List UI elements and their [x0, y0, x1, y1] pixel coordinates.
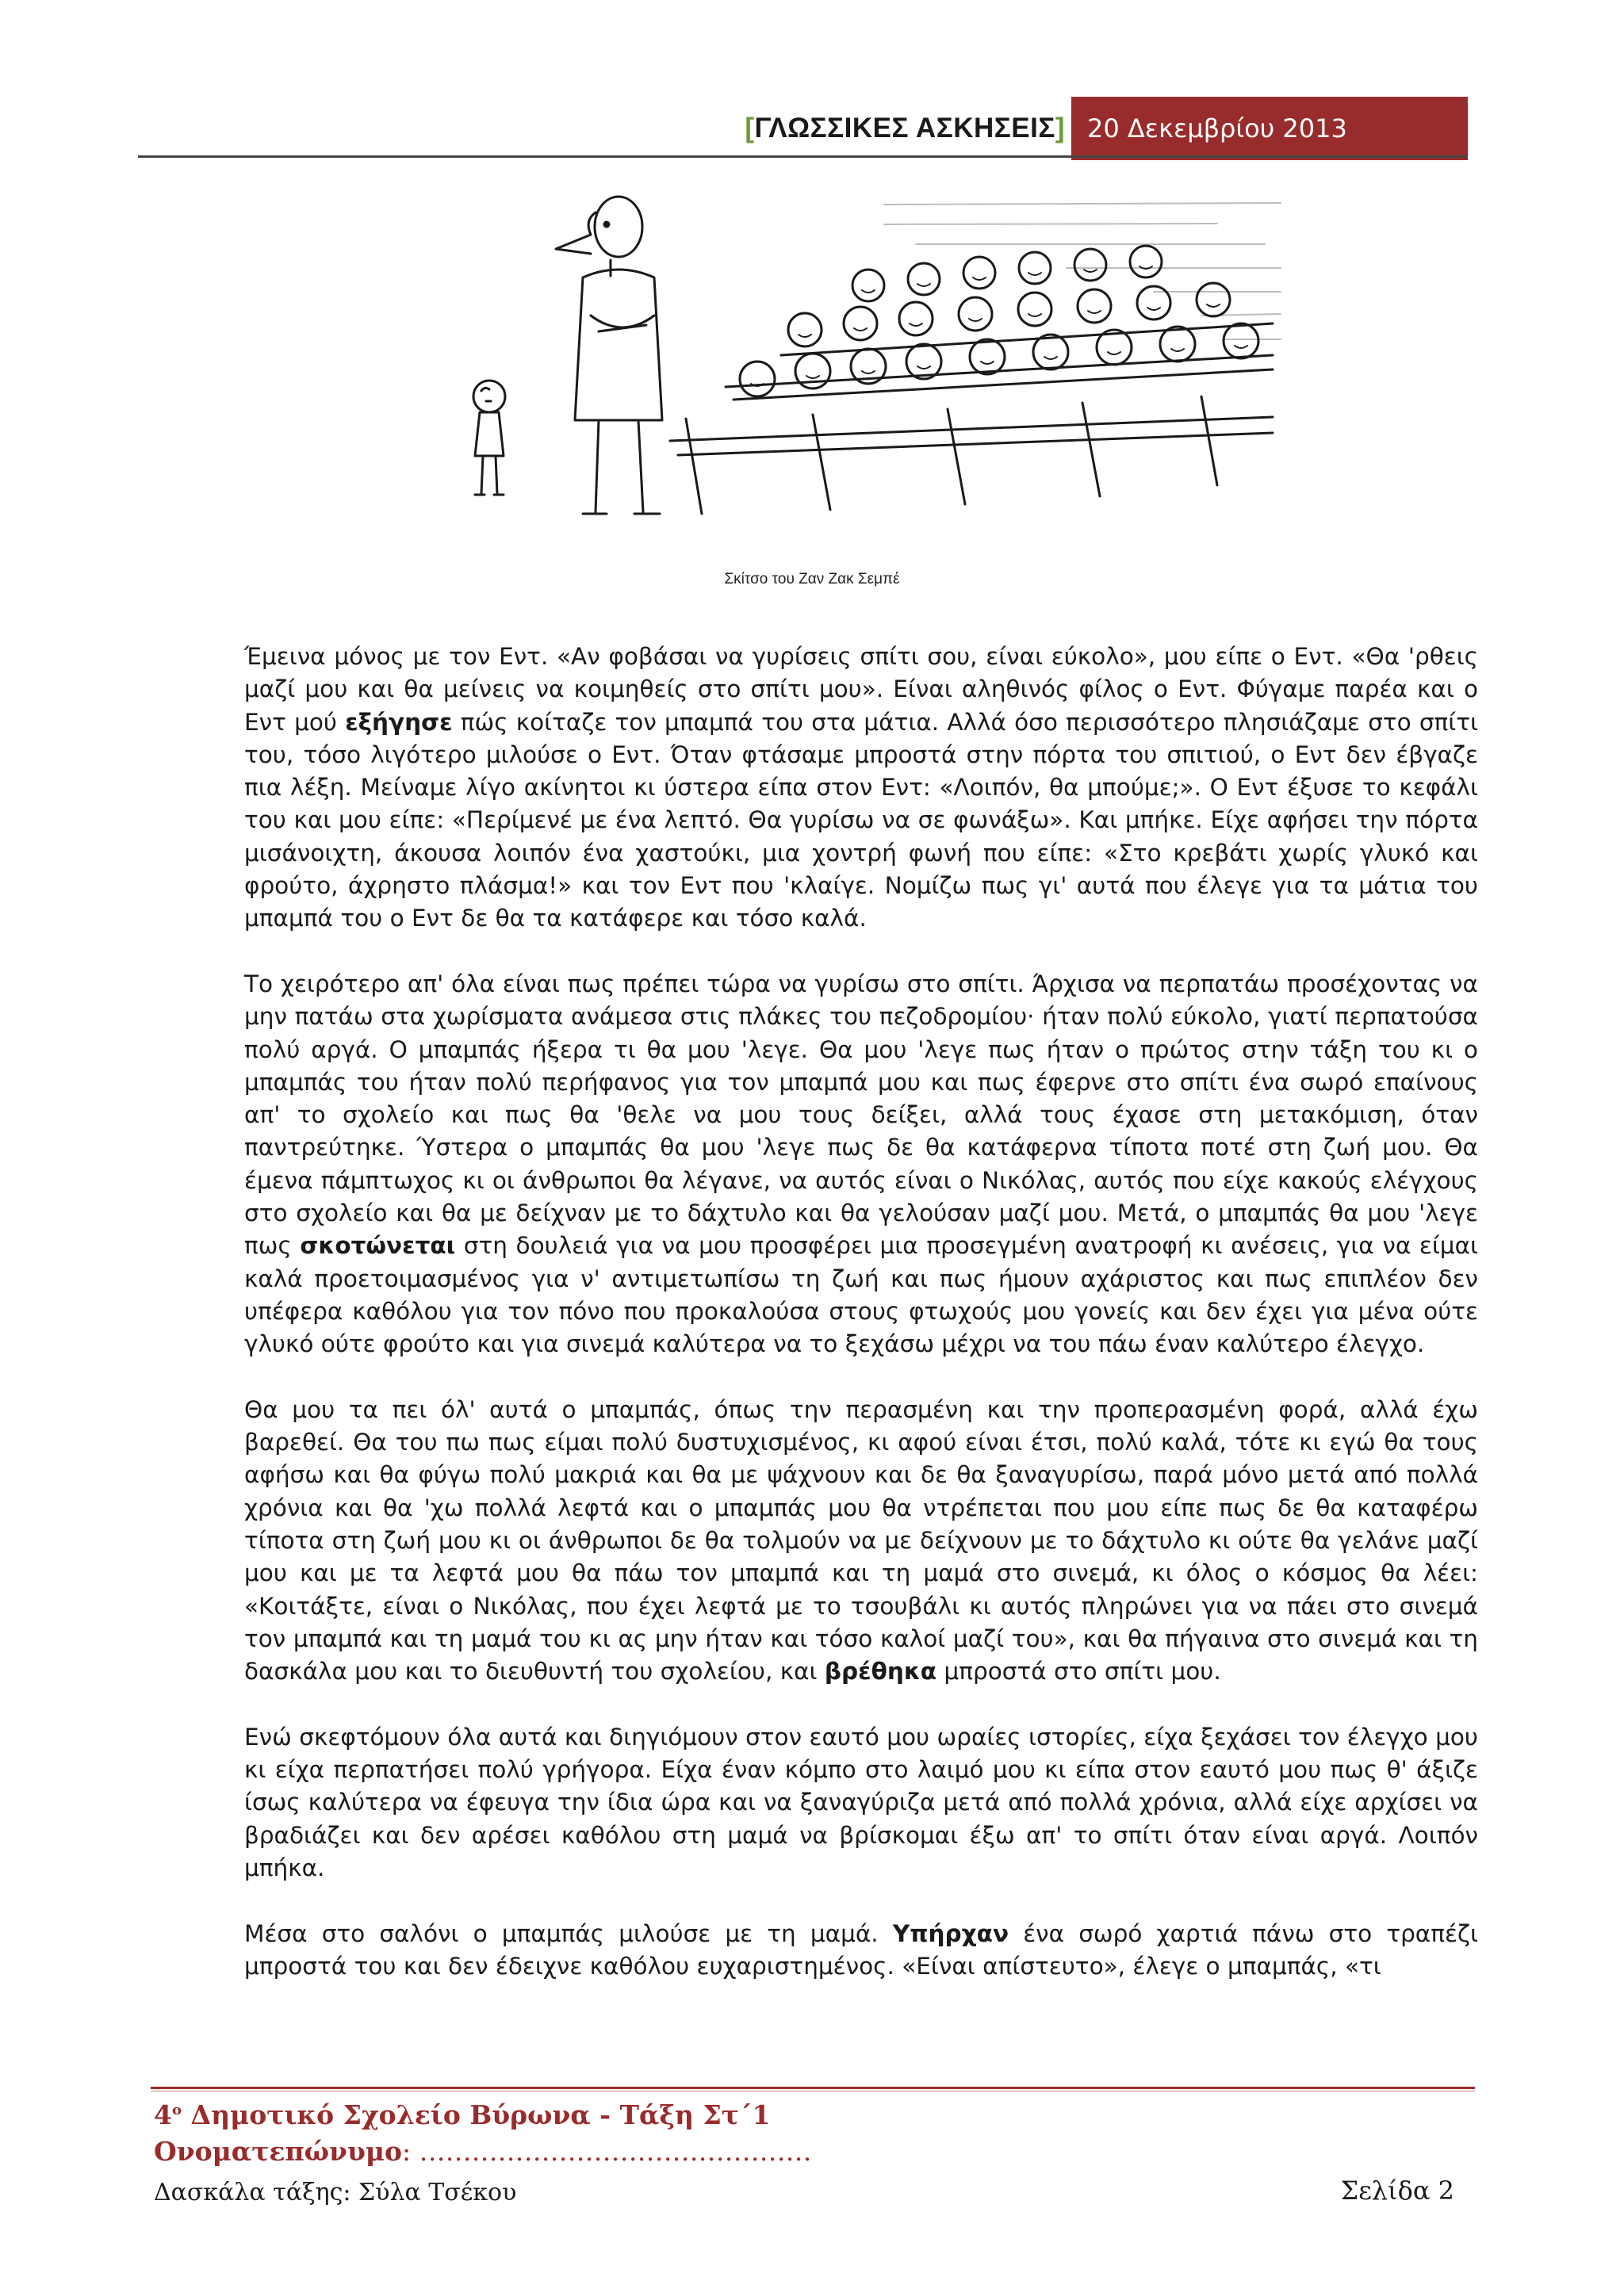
- sketch-illustration: [440, 189, 1293, 538]
- header-bracket-close: ]: [1055, 113, 1065, 144]
- paragraph-2-text-a: Το χειρότερο απ' όλα είναι πως πρέπει τώρα να γυρίσω στο σπίτι. Άρχισα να περπατάω προσέχοντας να μην πατάω στα χωρίσματα ανάμεσα στις πλάκες του πεζοδρομίου· ήταν πολύ εύκολο, γιατί περπατούσα πολύ αργά. Ο μπαμπάς ήξερα τι θα μου 'λεγε. Θα μου 'λεγε πως ήταν ο πρώτος στην τάξη του κι ο μπαμπάς του ήταν πολύ περήφανος για τον μπαμπά μου και πως έφερνε στο σπίτι ένα σωρό επαίνους απ' το σχολείο και πως θα 'θελε να μου τους δείξει, αλλά τους έχασε στη μετακόμιση, όταν παντρεύτηκε. Ύστερα ο μπαμπάς θα μου 'λεγε πως δε θα κατάφερνα τίποτα ποτέ στη ζωή μου. Θα έμενα πάμπτωχος κι οι άνθρωποι θα λέγανε, να αυτός είναι ο Νικόλας, αυτός που είχε κακούς ελέγχους στο σχολείο και θα με δείχναν με το δάχτυλο και θα γελούσαν μαζί μου. Μετά, ο μπαμπάς θα μου 'λεγε πως: [244, 970, 1478, 1260]
- paragraph-5-text-b: ένα σωρό χαρτιά πάνω στο τραπέζι μπροστά του και δεν έδειχνε καθόλου ευχαριστημένος. «Είναι απίστευτο», έλεγε ο μπαμπάς, «τι: [244, 1919, 1478, 1980]
- paragraph-2-bold-word: σκοτώνεται: [300, 1232, 456, 1260]
- paragraph-5-bold-word: Υπήρχαν: [892, 1919, 1009, 1947]
- footer-name-blank: ………………………………………: [419, 2136, 812, 2167]
- header-divider: [138, 155, 1467, 158]
- footer-school-name: Δημοτικό Σχολείο Βύρωνα - Τάξη Στ΄1: [181, 2099, 771, 2130]
- header-title-text: ΓΛΩΣΣΙΚΕΣ ΑΣΚΗΣΕΙΣ: [754, 113, 1055, 144]
- paragraph-3-bold-word: βρέθηκα: [824, 1658, 937, 1686]
- footer-student-name: [154, 2136, 812, 2167]
- footer-divider: [151, 2087, 1475, 2089]
- teacher-figure: [556, 197, 662, 514]
- story-text: [244, 641, 1478, 2015]
- paragraph-4: [244, 1721, 1478, 1885]
- paragraph-3-text-b: μπροστά στο σπίτι μου.: [936, 1658, 1221, 1686]
- footer-name-label: Ονοματεπώνυμο: [154, 2136, 403, 2167]
- paragraph-1-bold-word: εξήγησε: [345, 708, 453, 736]
- figure-caption: Σκίτσο του Ζαν Ζακ Σεμπέ: [724, 571, 900, 587]
- page-number: Σελίδα 2: [1340, 2175, 1454, 2206]
- paragraph-1-text-a: Έμεινα μόνος με τον Εντ. «Αν φοβάσαι να γυρίσεις σπίτι σου, είναι εύκολο», μου είπε ο Εντ. «Θα 'ρθεις μαζί μου και θα μείνεις να κοιμηθείς στο σπίτι μου». Είναι αληθινός φίλος ο Εντ. Φύγαμε παρέα και ο Εντ μού: [244, 643, 1478, 736]
- header-title: [745, 97, 1065, 160]
- paragraph-5: [244, 1918, 1478, 1984]
- footer-name-separator: :: [402, 2136, 419, 2167]
- paragraph-5-text-a: Μέσα στο σαλόνι ο μπαμπάς μιλούσε με τη μαμά.: [244, 1919, 893, 1947]
- paragraph-3: [244, 1394, 1478, 1689]
- footer-school: [154, 2099, 770, 2130]
- paragraph-1-text-b: πώς κοίταζε τον μπαμπά του στα μάτια. Αλλά όσο περισσότερο πλησιάζαμε στο σπίτι του, τόσο λιγότερο μιλούσε ο Εντ. Όταν φτάσαμε μπροστά στην πόρτα του σπιτιού, ο Εντ δεν έβγαζε πια λέξη. Μείναμε λίγο ακίνητοι κι ύστερα είπα στον Εντ: «Λοιπόν, θα μπούμε;». Ο Εντ έξυσε το κεφάλι του και μου είπε: «Περίμενέ με ένα λεπτό. Θα γυρίσω να σε φωνάξω». Και μπήκε. Είχε αφήσει την πόρτα μισάνοιχτη, άκουσα λοιπόν ένα χαστούκι, μια χοντρή φωνή που είπε: «Στο κρεβάτι χωρίς γλυκό και φρούτο, άχρηστο πλάσμα!» και τον Εντ που 'κλαίγε. Νομίζω πως γι' αυτά που έλεγε για τα μάτια του μπαμπά του ο Εντ δε θα τα κατάφερε και τόσο καλά.: [244, 708, 1478, 932]
- footer-school-sup: ο: [171, 2102, 182, 2118]
- boy-figure: [473, 381, 505, 495]
- page-header: [0, 97, 1624, 160]
- footer-school-number: 4: [154, 2099, 172, 2130]
- header-date: 20 Δεκεμβρίου 2013: [1071, 97, 1468, 160]
- paragraph-2: [244, 968, 1478, 1361]
- paragraph-2-text-b: στη δουλειά για να μου προσφέρει μια προσεγμένη ανατροφή κι ανέσεις, για να είμαι καλά προετοιμασμένος για ν' αντιμετωπίσω τη ζωή και πως ήμουν αχάριστος και πως επιπλέον δεν υπέφερα καθόλου για τον πόνο που προκαλούσα στους φτωχούς μου γονείς και δεν έχει για μένα ούτε γλυκό ούτε φρούτο και για σινεμά καλύτερα να το ξεχάσω μέχρι να του πάω έναν καλύτερο έλεγχο.: [244, 1232, 1478, 1358]
- footer-teacher: Δασκάλα τάξης: Σύλα Τσέκου: [154, 2179, 517, 2206]
- paragraph-1: [244, 641, 1478, 936]
- paragraph-3-text-a: Θα μου τα πει όλ' αυτά ο μπαμπάς, όπως την περασμένη και την προπερασμένη φορά, αλλά έχω βαρεθεί. Θα του πω πως είμαι πολύ δυστυχισμένος, κι αφού είναι έτσι, πολύ καλά, τότε κι εγώ θα τους αφήσω και θα φύγω πολύ μακριά και θα με ψάχνουν και δε θα ξαναγυρίσω, παρά μόνο μετά από πολλά χρόνια και θα 'χω πολλά λεφτά και ο μπαμπάς μου θα ντρέπεται που μου είπε πως δε θα καταφέρω τίποτα στη ζωή μου κι οι άνθρωποι δε θα τολμούν να με δείχνουν με το δάχτυλο κι ούτε θα γελάνε μαζί μου και με τα λεφτά μου θα πάω τον μπαμπά και τη μαμά στο σινεμά, κι όλος ο κόσμος θα λέει: «Κοιτάξτε, είναι ο Νικόλας, που έχει λεφτά με το τσουβάλι κι αυτός πληρώνει για να πάει στο σινεμά τον μπαμπά και τη μαμά του κι ας μην ήταν και τόσο καλοί μαζί του», και θα πήγαινα στο σινεμά και τη δασκάλα μου και το διευθυντή του σχολείου, και: [244, 1395, 1478, 1686]
- header-bracket-open: [: [745, 113, 755, 144]
- paragraph-4-text-a: Ενώ σκεφτόμουν όλα αυτά και διηγιόμουν στον εαυτό μου ωραίες ιστορίες, είχα ξεχάσει τον έλεγχο μου κι είχα περπατήσει πολύ γρήγορα. Είχα έναν κόμπο στο λαιμό μου κι είπα στον εαυτό μου πως θ' άξιζε ίσως καλύτερα να έφευγα την ίδια ώρα και να ξαναγύριζα μετά από πολλά χρόνια, αλλά είχε αρχίσει να βραδιάζει και δεν αρέσει καθόλου στη μαμά να βρίσκομαι έξω απ' το σπίτι όταν είναι αργά. Λοιπόν μπήκα.: [244, 1723, 1478, 1881]
